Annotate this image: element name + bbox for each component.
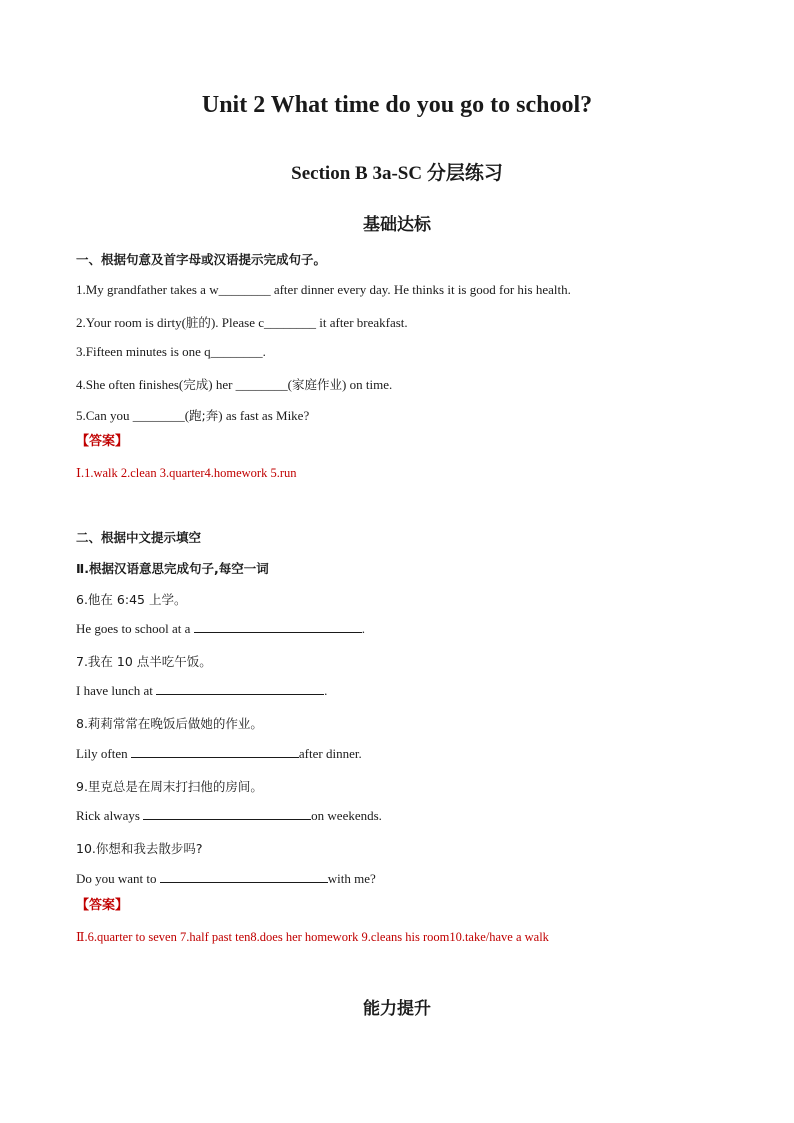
question-6-chinese: 6.他在 6:45 上学。 [76,592,187,607]
question-4 [76,375,392,393]
answers-part2: Ⅱ.6.quarter to seven 7.half past ten8.does her homework 9.cleans his room10.take/have a walk [76,930,549,944]
question-5-hint: 跑;奔 [189,408,219,423]
question-2 [76,313,408,331]
question-4-hint-2: 家庭作业 [292,377,343,392]
answer-blank-9[interactable] [143,808,311,820]
answers-part1: Ⅰ.1.walk 2.clean 3.quarter4.homework 5.run [76,466,297,480]
question-8-english [76,746,362,762]
question-10-english [76,871,376,887]
question-2-hint: 脏的 [185,315,211,330]
question-6-prefix: He goes to school at a [76,621,191,636]
question-10-suffix: with me? [327,871,376,886]
question-4-text-c: ) on time. [342,377,393,392]
part1-instruction: 一、根据句意及首字母或汉语提示完成句子。 [76,252,327,267]
question-7-suffix: . [324,683,328,698]
question-7-chinese: 7.我在 10 点半吃午饭。 [76,654,212,669]
answer-blank-8[interactable] [131,746,299,758]
question-5 [76,406,309,424]
question-2-text-b: ). Please c________ it after breakfast. [210,315,408,330]
question-4-text-b: ) her ________( [208,377,293,392]
question-4-hint-1: 完成 [183,377,209,392]
question-7-english [76,683,327,699]
question-10-chinese: 10.你想和我去散步吗? [76,841,203,856]
question-5-text-a: 5.Can you ________( [76,408,190,423]
answer-blank-7[interactable] [156,683,324,695]
answer-blank-6[interactable] [194,621,362,633]
answer-label-2: 【答案】 [76,898,129,913]
answer-label-1: 【答案】 [76,434,129,449]
question-6-english [76,621,365,637]
answer-blank-10[interactable] [160,871,328,883]
question-5-text-b: ) as fast as Mike? [218,408,310,423]
question-1: 1.My grandfather takes a w________ after dinner every day. He thinks it is good for his health. [76,282,571,297]
question-7-prefix: I have lunch at [76,683,153,698]
question-9-chinese: 9.里克总是在周末打扫他的房间。 [76,779,263,794]
page-subtitle: Section B 3a-SC 分层练习 [291,163,503,184]
question-9-suffix: on weekends. [311,808,382,823]
section-heading-advanced: 能力提升 [363,999,431,1019]
part2-sub-instruction: Ⅱ.根据汉语意思完成句子,每空一词 [76,561,269,576]
question-6-suffix: . [361,621,365,636]
question-3: 3.Fifteen minutes is one q________. [76,344,266,359]
question-8-chinese: 8.莉莉常常在晚饭后做她的作业。 [76,716,263,731]
question-10-prefix: Do you want to [76,871,157,886]
question-8-suffix: after dinner. [298,746,362,761]
part2-instruction: 二、根据中文提示填空 [76,530,202,545]
question-9-english [76,808,382,824]
section-heading-basic: 基础达标 [363,215,431,235]
page-title: Unit 2 What time do you go to school? [201,92,593,118]
question-2-text-a: 2.Your room is dirty( [76,315,186,330]
question-4-text-a: 4.She often finishes( [76,377,184,392]
question-9-prefix: Rick always [76,808,140,823]
question-8-prefix: Lily often [76,746,128,761]
